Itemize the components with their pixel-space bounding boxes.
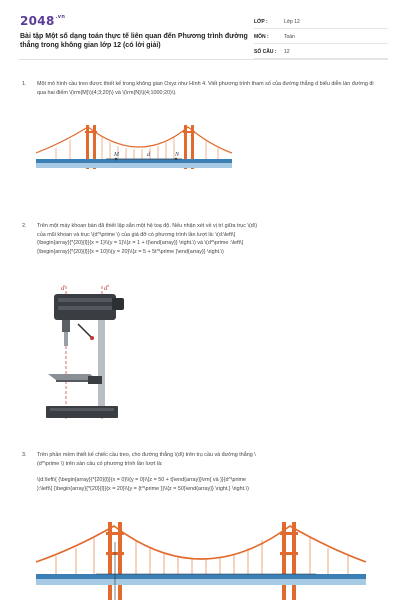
site-logo[interactable] xyxy=(20,14,65,28)
question-text-line: Trên phần mềm thiết kế chiếc cầu treo, cho đường thẳng \(d\) trên trụ cầu và đường thẳng \ xyxy=(37,452,256,458)
meta-value: Toán xyxy=(284,34,295,40)
question-text-line: (d^\prime \) trên sàn cầu có phương trình lần lượt là: xyxy=(37,460,163,467)
bridge-hangers xyxy=(56,538,348,574)
meta-row-count xyxy=(254,46,388,59)
formula-line: }:\left\{ {\begin{array}{*{20}{l}}{x = 20}\\{y = {t^\prime }}\\{z = 50}\end{array}} \right.} \right.\) xyxy=(37,485,249,492)
drill-press-figure xyxy=(28,280,128,426)
spacer xyxy=(37,468,375,476)
question-text: Một mô hình cầu treo được thiết kế trong không gian Oxyz như Hình 4. Viết phương trình tham số của đường thẳng d biểu diễn làn đường đi qua hai điểm \(\rm{M}\)(4;3;20)\) và \(\rm{N}\)(4;1000;20)\). xyxy=(37,81,374,96)
question-text-line: của mũi khoan và trục \(d^\prime \) của giá đỡ có phương trình lần lượt là: \(d:\left\{ xyxy=(37,231,236,238)
bridge-deck xyxy=(36,574,366,579)
question-text xyxy=(37,451,375,493)
drill-head xyxy=(54,294,124,346)
point-n-label: N xyxy=(175,152,180,158)
point-m-label: M xyxy=(114,152,119,158)
bridge-deck xyxy=(36,159,232,163)
meta-value: Lớp 12 xyxy=(284,19,300,25)
meta-key: LỚP : xyxy=(254,19,268,25)
question-text-line: {\begin{array}{*{20}{l}}{x = 10}\\{y = 20}\\{z = 5 + 5t^\prime }\end{array}} \right.\) xyxy=(37,248,224,255)
question-text-line: {\begin{array}{*{20}{l}}{x = 1}\\{y = 1}\\{z = 1 + t}\end{array}} \right.\) và \(d^\prime :\left\{ xyxy=(37,240,244,246)
meta-row-subject xyxy=(254,31,388,44)
bridge-main-cable xyxy=(36,526,366,562)
question-text xyxy=(37,222,375,256)
drill-column xyxy=(98,320,105,406)
line-d-label: d xyxy=(147,152,150,158)
question-number: 2. xyxy=(22,223,27,229)
suspension-bridge-figure-2 xyxy=(36,522,366,600)
logo-text: 2048 xyxy=(20,14,55,28)
meta-value: 12 xyxy=(284,49,290,55)
axis-d-label: d xyxy=(61,284,65,292)
document-meta xyxy=(254,16,388,61)
axis-dprime-label: d' xyxy=(104,284,109,292)
logo-suffix: .vn xyxy=(55,14,66,20)
meta-key: MÔN : xyxy=(254,34,269,40)
document-title: Bài tập Một số dạng toán thực tế liên quan đến Phương trình đường thẳng trong không gian lớp 12 (có lời giải) xyxy=(20,33,248,49)
drill-table xyxy=(48,374,102,384)
formula-line: \(d:\left\{ {\begin{array}{*{20}{l}}{x = 0}\\{y = 0}\\{z = 50 + t}\end{array}}\rm{ và }}{d^\prime xyxy=(37,477,247,483)
question-number: 3. xyxy=(22,452,27,458)
bridge-tower-right xyxy=(280,522,298,600)
suspension-bridge-figure-1 xyxy=(36,123,232,179)
drill-base xyxy=(46,406,118,418)
page-header xyxy=(18,8,388,60)
meta-row-class xyxy=(254,16,388,29)
meta-key: SỐ CÂU : xyxy=(254,49,277,55)
question-number: 1. xyxy=(22,81,27,87)
question-text-line: Trên một máy khoan bàn đã thiết lập sẵn một hệ toạ độ. Nếu nhận xét về vị trí giữa trục \(d\) xyxy=(37,223,258,229)
